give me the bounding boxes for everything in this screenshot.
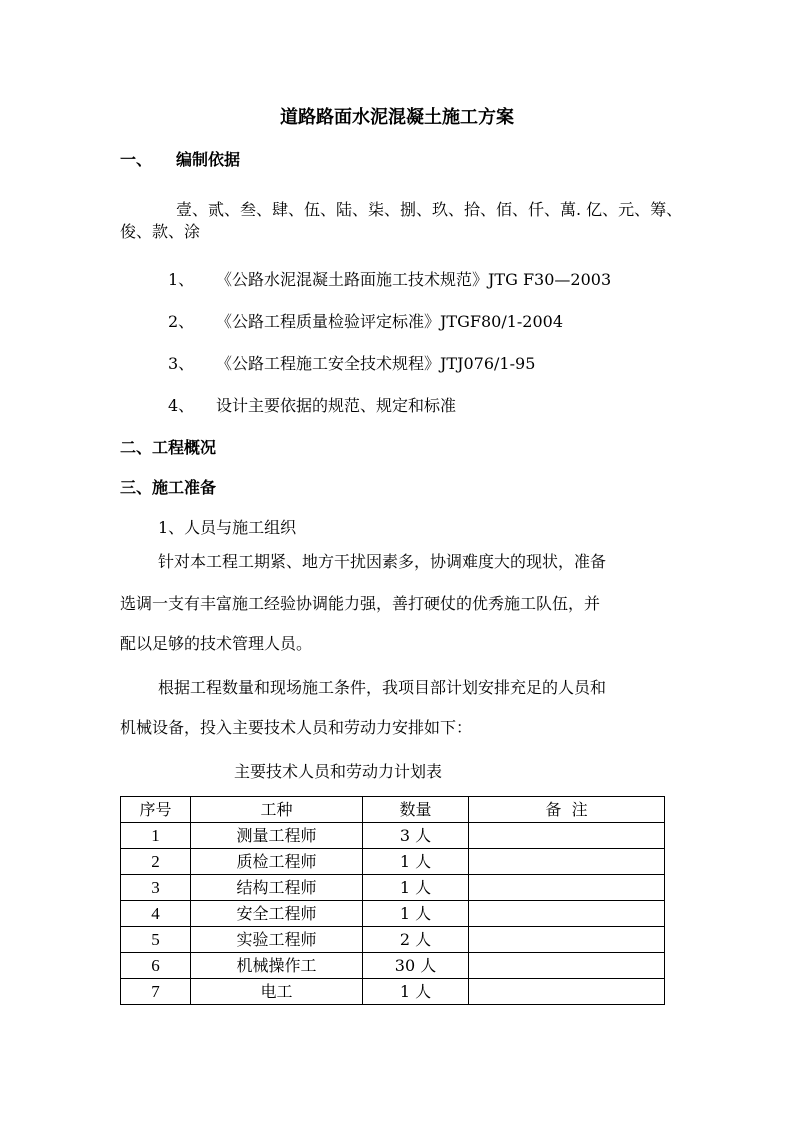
numerals-line-1: 壹、贰、叁、肆、伍、陆、柒、捌、玖、拾、佰、仟、萬. 亿、元、筹、	[176, 200, 683, 219]
table-cell	[469, 823, 665, 849]
document-title: 道路路面水泥混凝土施工方案	[280, 107, 514, 128]
basis-item-number: 3、	[168, 354, 195, 373]
header-cell: 工种	[191, 797, 363, 823]
paragraph-line: 机械设备，投入主要技术人员和劳动力安排如下：	[120, 718, 473, 737]
paragraph-line: 选调一支有丰富施工经验协调能力强，善打硬仗的优秀施工队伍，并	[120, 594, 601, 613]
table-row	[121, 901, 665, 927]
basis-item-text: 《公路水泥混凝土路面施工技术规范》JTG F30—2003	[216, 270, 612, 289]
table-cell: 1	[121, 823, 191, 849]
table-cell	[469, 927, 665, 953]
section1-number: 一、	[120, 150, 153, 169]
paragraph-line: 根据工程数量和现场施工条件，我项目部计划安排充足的人员和	[158, 678, 607, 697]
paragraph-line: 配以足够的技术管理人员。	[120, 634, 313, 653]
table-cell: 安全工程师	[191, 901, 363, 927]
header-cell: 序号	[121, 797, 191, 823]
table-cell: 7	[121, 979, 191, 1005]
table-cell: 4	[121, 901, 191, 927]
table-row	[121, 849, 665, 875]
table-cell: 2	[121, 849, 191, 875]
table-cell	[469, 953, 665, 979]
subsection-heading: 1、人员与施工组织	[158, 518, 297, 537]
table-row	[121, 875, 665, 901]
basis-item-text: 《公路工程质量检验评定标准》JTGF80/1-2004	[216, 312, 564, 331]
table-cell: 1 人	[363, 875, 469, 901]
table-cell: 1 人	[363, 849, 469, 875]
section2-heading: 二、工程概况	[120, 438, 217, 457]
table-cell: 机械操作工	[191, 953, 363, 979]
table-cell: 3	[121, 875, 191, 901]
table-row	[121, 927, 665, 953]
table-row	[121, 979, 665, 1005]
table-cell: 结构工程师	[191, 875, 363, 901]
paragraph-line: 针对本工程工期紧、地方干扰因素多，协调难度大的现状，准备	[158, 552, 607, 571]
table-cell: 1 人	[363, 979, 469, 1005]
table-cell	[469, 979, 665, 1005]
table-cell: 质检工程师	[191, 849, 363, 875]
table-cell: 30 人	[363, 953, 469, 979]
table-cell: 6	[121, 953, 191, 979]
table-cell: 电工	[191, 979, 363, 1005]
table-row	[121, 953, 665, 979]
basis-item-number: 2、	[168, 312, 195, 331]
table-cell	[469, 901, 665, 927]
basis-item-number: 1、	[168, 270, 195, 289]
table-caption: 主要技术人员和劳动力计划表	[234, 762, 443, 781]
table-cell	[469, 849, 665, 875]
basis-item-text: 《公路工程施工安全技术规程》JTJ076/1-95	[216, 354, 536, 373]
basis-item-text: 设计主要依据的规范、规定和标准	[216, 396, 457, 415]
staffing-plan-table	[120, 796, 665, 1005]
table-header-row	[121, 797, 665, 823]
table-cell: 测量工程师	[191, 823, 363, 849]
header-cell: 数量	[363, 797, 469, 823]
table-cell: 2 人	[363, 927, 469, 953]
basis-item-number: 4、	[168, 396, 195, 415]
table-cell: 3 人	[363, 823, 469, 849]
table-cell: 实验工程师	[191, 927, 363, 953]
table-cell: 5	[121, 927, 191, 953]
section3-heading: 三、施工准备	[120, 478, 217, 497]
header-cell: 备 注	[469, 797, 665, 823]
table-row	[121, 823, 665, 849]
section1-heading: 编制依据	[176, 150, 241, 169]
numerals-line-2: 俊、款、涂	[120, 222, 201, 241]
table-cell	[469, 875, 665, 901]
table-cell: 1 人	[363, 901, 469, 927]
